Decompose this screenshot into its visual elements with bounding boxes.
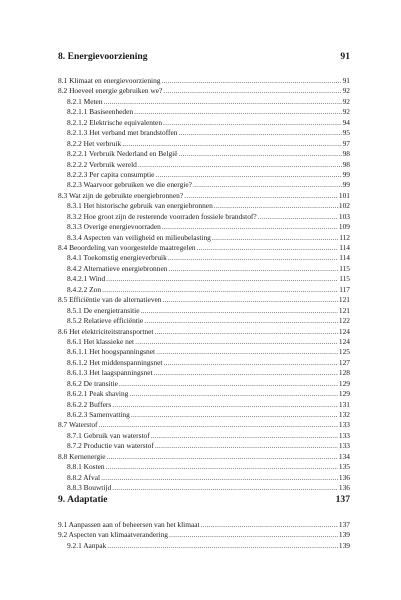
dot-leader: [163, 118, 342, 128]
dot-leader: [258, 212, 338, 222]
dot-leader: [99, 420, 338, 430]
toc-entry[interactable]: [58, 347, 350, 357]
dot-leader: [151, 431, 338, 441]
toc-entry[interactable]: [58, 306, 350, 316]
toc-entry-page: 133: [338, 441, 350, 451]
chapter-heading: [58, 494, 350, 505]
toc-entry-page: 114: [339, 243, 350, 252]
dot-leader: [212, 233, 338, 243]
toc-entry-label: 8.6.1.3 Het laagspanningsnet: [67, 368, 153, 378]
dot-leader: [179, 149, 342, 159]
toc-entry[interactable]: [58, 139, 350, 149]
toc-entry[interactable]: [58, 441, 350, 451]
toc-entry[interactable]: [58, 285, 350, 295]
toc-entry-page: 121: [338, 305, 350, 315]
toc-entry-page: 122: [338, 316, 350, 326]
toc-entry-label: 8.4.2.2 Zon: [67, 284, 102, 294]
dot-leader: [134, 107, 342, 117]
toc-entry[interactable]: [58, 86, 350, 96]
toc-entry-label: 8.4.2 Alternatieve energiebronnen: [67, 263, 168, 273]
dot-leader: [135, 337, 338, 347]
toc-entry-page: 92: [342, 96, 350, 106]
toc-entry-label: 8.3.4 Aspecten van veiligheid en milieubelasting: [67, 232, 211, 242]
toc-entry-label: 8.2.1.3 Het verband met brandstoffen: [67, 128, 178, 138]
toc-entry-page: 136: [338, 472, 350, 482]
dot-leader: [214, 201, 338, 211]
toc-entry-page: 135: [338, 462, 350, 472]
dot-leader: [197, 243, 339, 253]
dot-leader: [163, 295, 338, 305]
dot-leader: [168, 264, 338, 274]
toc-entry[interactable]: [58, 264, 350, 274]
dot-leader: [107, 541, 338, 551]
toc-entry[interactable]: [58, 243, 350, 253]
toc-entry[interactable]: [58, 358, 350, 368]
toc-entry-page: 133: [338, 420, 350, 430]
toc-entry-label: 8.2.1.2 Elektrische equivalenten: [67, 117, 163, 127]
toc-entry[interactable]: [58, 368, 350, 378]
dot-leader: [163, 358, 337, 368]
dot-leader: [112, 483, 338, 493]
toc-entry-page: 128: [338, 368, 350, 378]
toc-entry-label: 8.1 Klimaat en energievoorziening: [58, 76, 161, 85]
chapter-page: 137: [335, 494, 350, 505]
toc-entry-label: 8.6.2.3 Samenvatting: [67, 410, 130, 419]
toc-entry-page: 91: [342, 76, 350, 85]
dot-leader: [168, 253, 338, 263]
toc-entry[interactable]: [58, 233, 350, 243]
toc-entry-page: 114: [339, 253, 350, 263]
toc-entry-label: 8.5 Efficiëntie van de alternatieven: [58, 295, 162, 305]
toc-entry-page: 134: [338, 451, 350, 461]
toc-entry[interactable]: [58, 295, 350, 305]
dot-leader: [154, 368, 338, 378]
dot-leader: [144, 316, 338, 326]
toc-entry-label: 8.3.1 Het historische gebruik van energiebronnen: [67, 201, 213, 211]
toc-entry[interactable]: [58, 337, 350, 347]
toc-entry-page: 112: [339, 232, 350, 242]
toc-entry[interactable]: [58, 180, 350, 190]
toc-entry[interactable]: [58, 420, 350, 430]
toc-entry-page: 92: [342, 107, 350, 117]
toc-entry-page: 101: [338, 190, 350, 200]
dot-leader: [106, 462, 338, 472]
toc-entry-label: 8.5.2 Relatieve efficiëntie: [67, 316, 144, 326]
chapter-page: 91: [340, 51, 350, 62]
toc-entry-label: 8.6.1 Het klassieke net: [67, 336, 135, 346]
dot-leader: [101, 473, 338, 483]
dot-leader: [184, 191, 338, 201]
dot-leader: [141, 306, 338, 316]
toc-entry-label: 8.6.2.1 Peak shaving: [67, 389, 129, 399]
toc-entry-page: 102: [338, 201, 350, 211]
dot-leader: [163, 86, 341, 96]
toc-entry-label: 8.5.1 De energietransitie: [67, 305, 140, 315]
toc-entry-page: 103: [338, 211, 350, 221]
toc-entry-label: 8.8 Kernenergie: [58, 451, 106, 461]
toc-entry[interactable]: [58, 274, 350, 284]
toc-entry-label: 8.6.1.1 Het hoogspanningsnet: [67, 347, 156, 357]
toc-entry-label: 8.3.2 Hoe groot zijn de resterende voorraden fossiele brandstof?: [67, 211, 257, 221]
toc-entry-label: 8.2.2.1 Verbruik Nederland en België: [67, 149, 178, 159]
toc-list: [58, 520, 350, 551]
toc-entry[interactable]: [58, 76, 350, 86]
toc-entry-page: 97: [342, 138, 350, 148]
toc-entry[interactable]: [58, 107, 350, 117]
chapter-heading: [58, 51, 350, 62]
toc-entry-page: 121: [338, 295, 350, 305]
toc-entry-page: 99: [342, 180, 350, 190]
dot-leader: [201, 520, 338, 530]
toc-entry-label: 8.6.1.2 Het middenspanningsnet: [67, 357, 163, 367]
chapter-title: 9. Adaptatie: [58, 494, 108, 505]
dot-leader: [131, 410, 338, 420]
toc-entry-page: 125: [338, 347, 350, 357]
toc-entry[interactable]: [58, 160, 350, 170]
toc-entry[interactable]: [58, 201, 350, 211]
toc-entry-label: 8.3 Wat zijn de gebruikte energiebronnen?: [58, 190, 184, 200]
toc-entry-label: 9.2 Aspecten van klimaatverandering: [58, 530, 169, 540]
dot-leader: [154, 327, 337, 337]
toc-entry[interactable]: [58, 520, 350, 530]
dot-leader: [169, 530, 338, 540]
toc-entry-label: 8.6.2 De transitie: [67, 378, 118, 388]
toc-entry[interactable]: [58, 452, 350, 462]
toc-entry-page: 98: [342, 149, 350, 159]
toc-entry-label: 8.2 Hoeveel energie gebruiken we?: [58, 86, 163, 96]
toc-entry-label: 8.4 Beoordeling van voorgestelde maatregelen: [58, 243, 196, 252]
toc-entry-page: 98: [342, 159, 350, 169]
toc-entry-label: 8.2.3 Waarvoor gebruiken we die energie?: [67, 180, 192, 190]
toc-entry-page: 94: [342, 117, 350, 127]
toc-entry-page: 115: [339, 274, 350, 284]
toc-entry-label: 8.2.2 Het verbruik: [67, 138, 122, 148]
toc-entry[interactable]: [58, 530, 350, 540]
dot-leader: [104, 97, 342, 107]
toc-entry-page: 99: [342, 169, 350, 179]
toc-entry-page: 117: [339, 284, 350, 294]
toc-entry-page: 129: [338, 378, 350, 388]
toc-entry-page: 109: [338, 222, 350, 232]
toc-entry[interactable]: [58, 222, 350, 232]
toc-entry-page: 129: [338, 389, 350, 399]
toc-entry[interactable]: [58, 379, 350, 389]
toc-entry-label: 9.1 Aanpassen aan of beheersen van het klimaat: [58, 520, 200, 529]
toc-entry-label: 8.8.3 Bouwtijd: [67, 483, 112, 493]
toc-entry[interactable]: [58, 97, 350, 107]
toc-entry-label: 8.2.2.2 Verbruik wereld: [67, 159, 137, 169]
dot-leader: [138, 160, 342, 170]
dot-leader: [106, 452, 337, 462]
toc-entry[interactable]: [58, 541, 350, 551]
toc-entry-label: 8.8.1 Kosten: [67, 462, 105, 472]
dot-leader: [179, 128, 342, 138]
toc-entry-label: 8.7.1 Gebruik van waterstof: [67, 430, 150, 440]
toc-entry-page: 133: [338, 430, 350, 440]
dot-leader: [156, 347, 338, 357]
toc-entry[interactable]: [58, 462, 350, 472]
toc-entry-label: 8.3.3 Overige energievoorraden: [67, 222, 161, 232]
toc-entry[interactable]: [58, 327, 350, 337]
toc-entry-label: 8.6 Het elektriciteitstransportnet: [58, 326, 154, 336]
toc-entry-label: 8.7.2 Productie van waterstof: [67, 441, 154, 451]
dot-leader: [162, 222, 338, 232]
toc-entry-page: 131: [338, 399, 350, 409]
toc-entry[interactable]: [58, 149, 350, 159]
dot-leader: [129, 389, 338, 399]
toc-entry-page: 127: [338, 357, 350, 367]
dot-leader: [193, 180, 342, 190]
toc-list: [58, 76, 350, 494]
chapter-title: 8. Energievoorziening: [58, 51, 148, 62]
toc-entry[interactable]: [58, 118, 350, 128]
toc-entry-page: 137: [338, 520, 350, 529]
dot-leader: [102, 285, 338, 295]
toc-entry-label: 8.2.2.3 Per capita consumptie: [67, 169, 155, 179]
toc-entry[interactable]: [58, 389, 350, 399]
toc-entry-label: 9.2.1 Aanpak: [67, 540, 107, 550]
toc-entry-page: 115: [339, 263, 350, 273]
dot-leader: [155, 170, 341, 180]
dot-leader: [119, 379, 338, 389]
toc-entry-label: 8.2.1.1 Basiseenheden: [67, 107, 134, 117]
toc-entry-page: 92: [342, 86, 350, 96]
toc-entry[interactable]: [58, 253, 350, 263]
dot-leader: [106, 274, 338, 284]
dot-leader: [112, 400, 338, 410]
toc-entry[interactable]: [58, 191, 350, 201]
dot-leader: [155, 441, 338, 451]
toc-entry-page: 95: [342, 128, 350, 138]
dot-leader: [122, 139, 341, 149]
toc-entry[interactable]: [58, 473, 350, 483]
toc-entry-page: 139: [338, 540, 350, 550]
toc-entry[interactable]: [58, 410, 350, 420]
toc-entry[interactable]: [58, 316, 350, 326]
toc-entry[interactable]: [58, 212, 350, 222]
toc-entry-label: 8.7 Waterstof: [58, 420, 98, 430]
toc-entry-label: 8.6.2.2 Buffers: [67, 399, 112, 409]
toc-entry-label: 8.4.1 Toekomstig energieverbruik: [67, 253, 167, 263]
toc-entry-page: 132: [338, 410, 350, 419]
toc-entry-page: 124: [338, 326, 350, 336]
toc-entry[interactable]: [58, 170, 350, 180]
toc-entry[interactable]: [58, 431, 350, 441]
toc-entry-label: 8.4.2.1 Wind: [67, 274, 106, 284]
toc-entry-page: 136: [338, 483, 350, 493]
toc-entry-page: 124: [338, 336, 350, 346]
toc-entry[interactable]: [58, 128, 350, 138]
toc-entry-label: 8.2.1 Meten: [67, 96, 103, 106]
toc-entry[interactable]: [58, 400, 350, 410]
toc-entry-label: 8.8.2 Afval: [67, 472, 101, 482]
toc-entry[interactable]: [58, 483, 350, 493]
toc-entry-page: 139: [338, 530, 350, 540]
dot-leader: [161, 76, 341, 86]
